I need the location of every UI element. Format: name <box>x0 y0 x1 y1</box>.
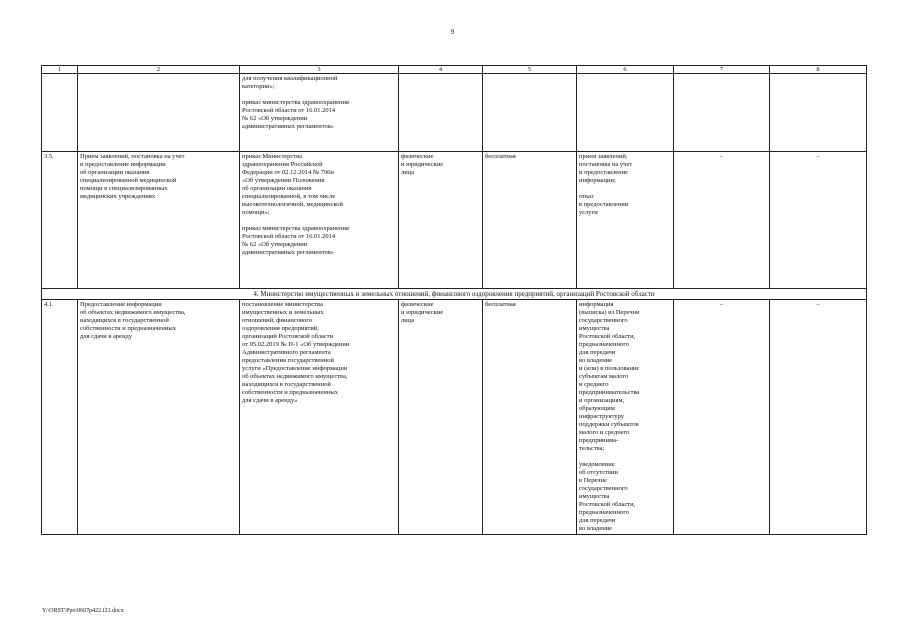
cost-cell: бесплатная <box>483 300 577 535</box>
table-row <box>42 152 867 289</box>
header-row <box>42 66 867 74</box>
service-name-cell: Прием заявлений, постановка на учет и предоставление информации об организации оказания специализированной медицинской помощи в специализированных медицинских учреждениях <box>78 152 240 289</box>
legal-basis-cell: приказ Министерства здравоохранения Российской Федерации от 02.12.2014 № 796н «Об утверждении Положения об организации оказания специализированной, в том числе высокотехнологичной, медицинской помощи»; приказ министерства здравоохранения Ростовской области от 16.01.2014 № 62 «Об утверждении административных регламентов» <box>240 152 399 289</box>
result-cell: информация (выписка) из Перечня государственного имущества Ростовской области, предназначенного для передачи во владение и (или) в пользование субъектам малого и среднего предпринимательства и организациям, образующим инфраструктуру поддержки субъектов малого и среднего предпринима- тельства; уведомление об отсутствии в Перечне государственного имущества Ростовской области, предназначенного для передачи во владение <box>577 300 674 535</box>
header-cell: 4 <box>399 66 483 74</box>
col8-cell: – <box>770 300 867 535</box>
legal-basis-cell: для получения квалификационной категории»; приказ министерства здравоохранения Ростовской области от 16.01.2014 № 62 «Об утверждении административных регламентов» <box>240 74 399 152</box>
page-number: 9 <box>450 28 455 36</box>
header-cell: 5 <box>483 66 577 74</box>
services-table <box>41 65 867 535</box>
file-path-footer: Y:\ORST\Ppo\0607p422.f21.docx <box>42 608 124 614</box>
table-row <box>42 74 867 152</box>
section-title: 4. Министерство имущественных и земельных отношений, финансового оздоровления предприятий, организаций Ростовской области <box>42 289 867 300</box>
col7-cell: – <box>674 300 770 535</box>
header-cell: 2 <box>78 66 240 74</box>
table-row <box>42 300 867 535</box>
applicants-cell: физические и юридические лица <box>399 152 483 289</box>
header-cell: 1 <box>42 66 78 74</box>
legal-basis-cell: постановление министерства имущественных и земельных отношений, финансового оздоровления предприятий, организаций Ростовской области от 05.02.2019 № П-1 «Об утверждении Административного регламента предоставления государственной услуги «Предоставление информации об объектах недвижимого имущества, находящихся в государственной собственности и предназначенных для сдачи в аренду» <box>240 300 399 535</box>
header-cell: 3 <box>240 66 399 74</box>
header-cell: 7 <box>674 66 770 74</box>
header-cell: 6 <box>577 66 674 74</box>
cost-cell: бесплатная <box>483 152 577 289</box>
result-cell: прием заявлений, постановка на учет и предоставление информации; отказ в предоставлении услуги <box>577 152 674 289</box>
col8-cell: – <box>770 152 867 289</box>
col7-cell: – <box>674 152 770 289</box>
service-name-cell: Предоставление информации об объектах недвижимого имущества, находящихся в государственной собственности и предназначенных для сдачи в аренду <box>78 300 240 535</box>
row-number: 3.5. <box>42 152 78 289</box>
row-number: 4.1. <box>42 300 78 535</box>
section-row <box>42 289 867 300</box>
header-cell: 8 <box>770 66 867 74</box>
applicants-cell: физические и юридические лица <box>399 300 483 535</box>
